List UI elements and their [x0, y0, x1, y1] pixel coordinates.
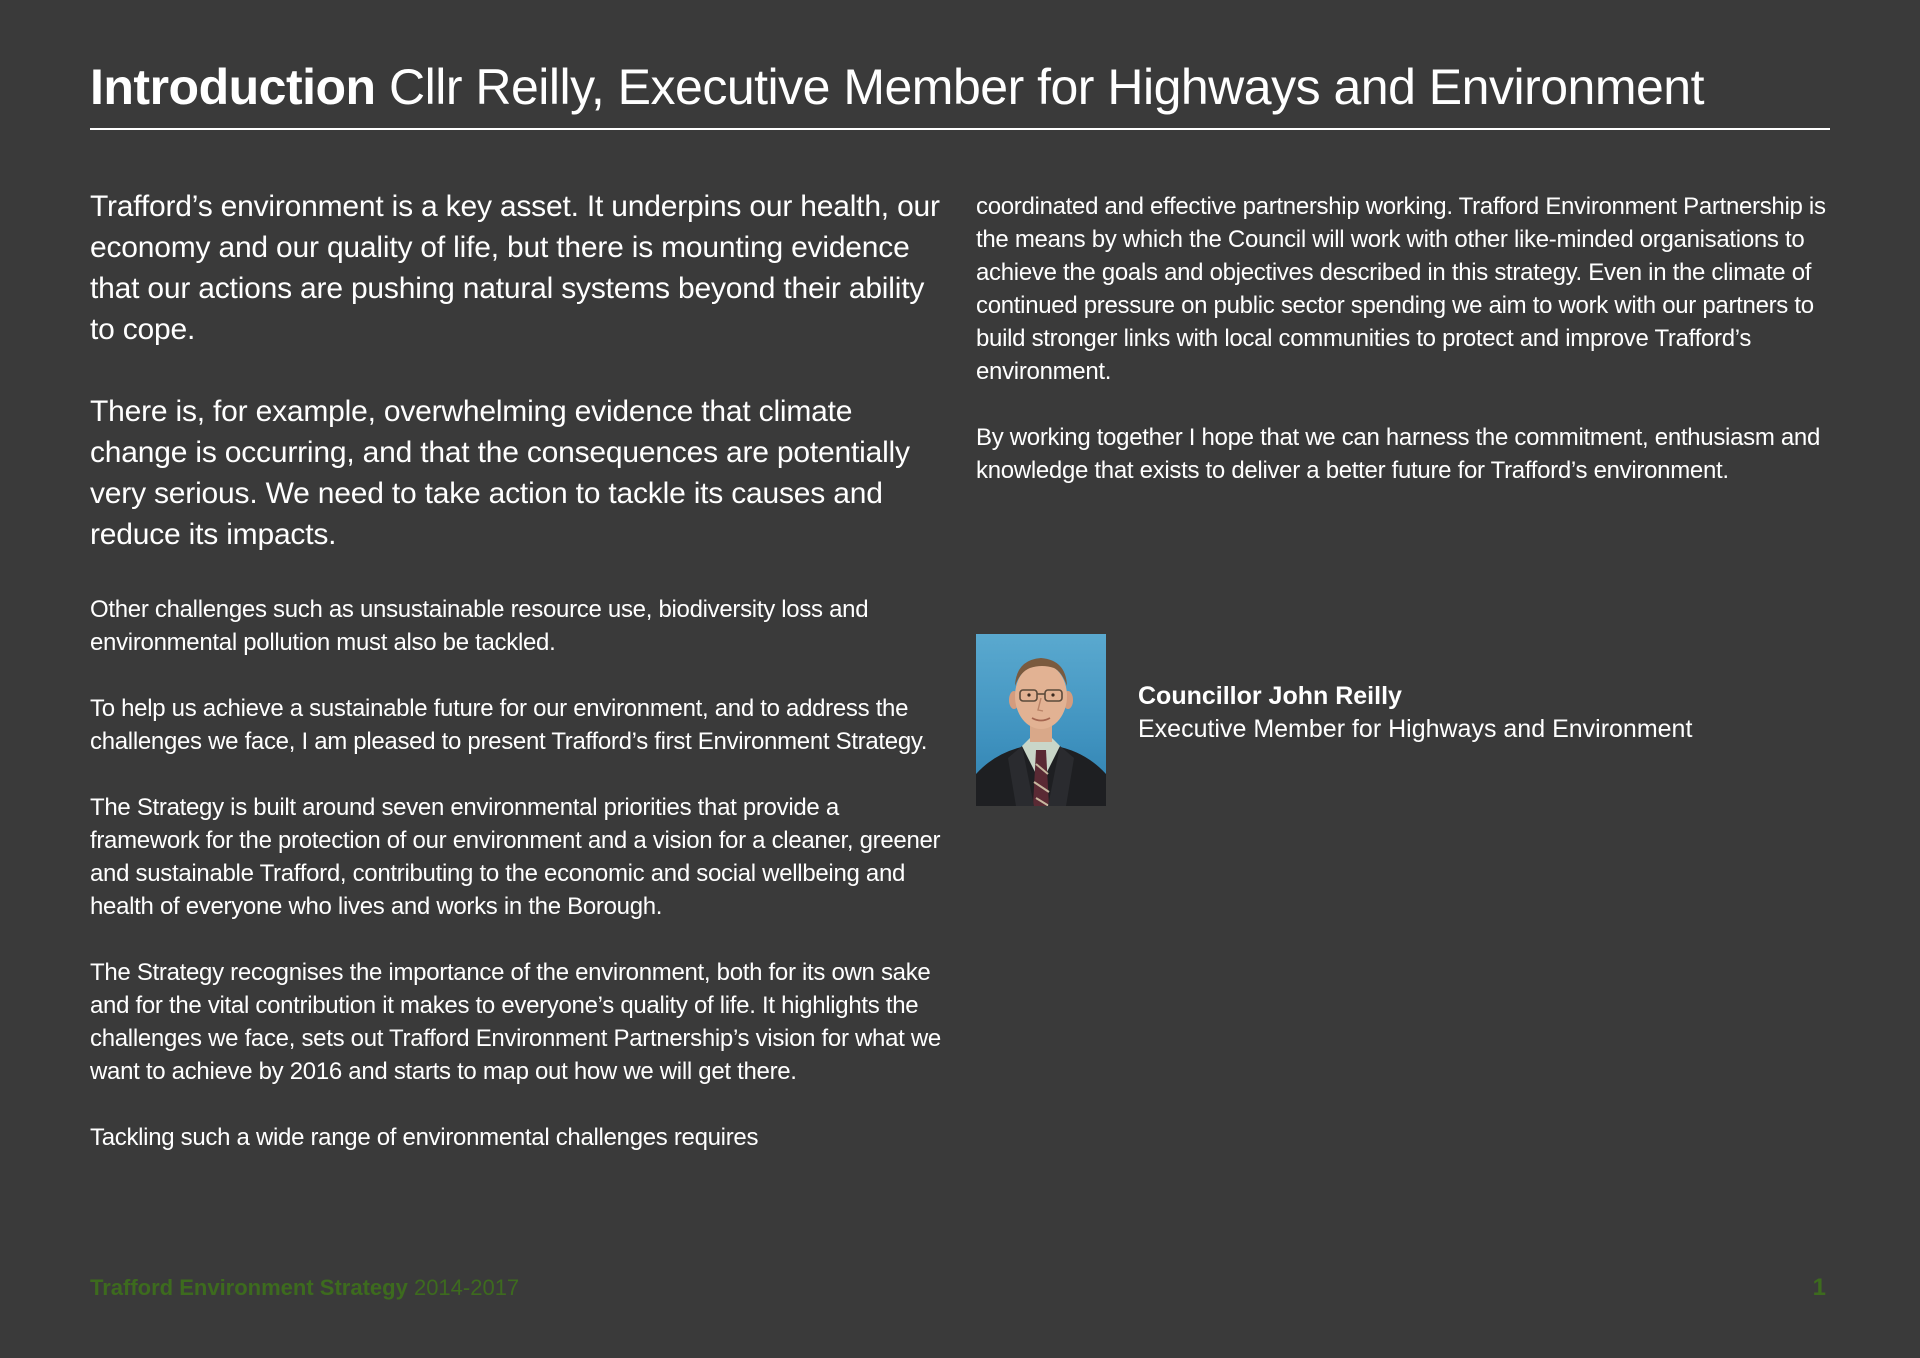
body-paragraph-4: The Strategy recognises the importance of the environment, both for its own sake and for the vital contribution it makes to everyone’s quality of life. It highlights the challenges we face, sets out Trafford Environment Partnership’s vision for what we want to achieve by 2016 and starts to map out how we will get there.: [90, 959, 941, 1085]
page-title-rest: Cllr Reilly, Executive Member for Highways and Environment: [375, 59, 1704, 115]
footer-document-title: [90, 1274, 519, 1302]
body-paragraph-1: Other challenges such as unsustainable resource use, biodiversity loss and environmental pollution must also be tackled.: [90, 596, 869, 656]
lead-paragraph-2: There is, for example, overwhelming evidence that climate change is occurring, and that the consequences are potentially very serious. We need to take action to tackle its causes and reduce its impacts.: [90, 395, 910, 551]
body-paragraph-2: To help us achieve a sustainable future for our environment, and to address the challenges we face, I am pleased to present Trafford’s first Environment Strategy.: [90, 695, 928, 755]
portrait-illustration: [976, 634, 1106, 806]
right-column: [976, 190, 1826, 520]
left-column: [90, 186, 950, 1154]
footer-doc-title: Trafford Environment Strategy: [90, 1275, 408, 1300]
footer-years: 2014-2017: [407, 1275, 520, 1300]
right-paragraph-1: coordinated and effective partnership working. Trafford Environment Partnership is the means by which the Council will work with other like-minded organisations to achieve the goals and objectives described in this strategy. Even in the climate of continued pressure on public sector spending we aim to work with our partners to build stronger links with local communities to protect and improve Trafford’s environment.: [976, 193, 1826, 385]
title-divider: [90, 128, 1830, 130]
lead-paragraph-1: Trafford’s environment is a key asset. It underpins our health, our economy and our quality of life, but there is mounting evidence that our actions are pushing natural systems beyond their ability to cope.: [90, 190, 940, 346]
body-paragraph-5: Tackling such a wide range of environmental challenges requires: [90, 1124, 759, 1151]
signature-caption: [1138, 680, 1828, 746]
body-paragraph-3: The Strategy is built around seven environmental priorities that provide a framework for the protection of our environment and a vision for a cleaner, greener and sustainable Trafford, contributing to the economic and social wellbeing and health of everyone who lives and works in the Borough.: [90, 794, 941, 920]
councillor-role: Executive Member for Highways and Environment: [1138, 715, 1693, 743]
page-title-bold: Introduction: [90, 59, 376, 115]
page-number: 1: [1812, 1274, 1826, 1301]
right-paragraph-2: By working together I hope that we can harness the commitment, enthusiasm and knowledge that exists to deliver a better future for Trafford’s environment.: [976, 424, 1821, 484]
page-title: [90, 58, 1830, 116]
councillor-portrait-photo: [976, 634, 1106, 806]
councillor-name: Councillor John Reilly: [1138, 682, 1402, 710]
